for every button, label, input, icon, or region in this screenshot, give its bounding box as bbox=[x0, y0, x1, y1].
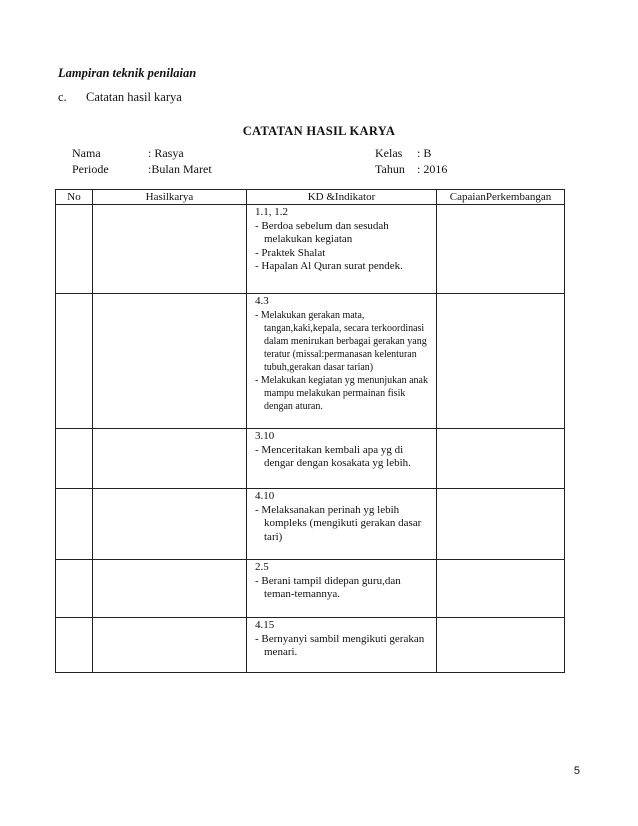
tahun-value: : 2016 bbox=[417, 162, 448, 176]
cell-kd bbox=[247, 429, 437, 489]
kd-indicator: - Menceritakan kembali apa yg di dengar dengan kosakata yg lebih. bbox=[255, 443, 411, 469]
cell-kd bbox=[247, 205, 437, 294]
cell-kd bbox=[247, 560, 437, 618]
cell-no bbox=[56, 618, 93, 673]
periode-value: :Bulan Maret bbox=[148, 162, 212, 176]
kd-indicator: - Melaksanakan perinah yg lebih kompleks (mengikuti gerakan dasar tari) bbox=[255, 503, 422, 543]
kelas-value: : B bbox=[417, 146, 432, 160]
kd-indicator: - Praktek Shalat bbox=[255, 246, 326, 259]
table-row bbox=[56, 429, 565, 489]
table-row bbox=[56, 560, 565, 618]
cell-hasil-karya bbox=[93, 489, 247, 560]
kd-indicator: - Melakukan kegiatan yg menunjukan anak mampu melakukan permainan fisik dengan aturan. bbox=[255, 374, 428, 412]
periode-label: Periode bbox=[72, 162, 109, 176]
table-header-row bbox=[56, 190, 565, 205]
table-row bbox=[56, 489, 565, 560]
cell-capaian bbox=[437, 489, 565, 560]
cell-no bbox=[56, 205, 93, 294]
cell-kd bbox=[247, 618, 437, 673]
header-capaian: CapaianPerkembangan bbox=[437, 190, 565, 205]
cell-capaian bbox=[437, 205, 565, 294]
cell-no bbox=[56, 429, 93, 489]
table-row bbox=[56, 205, 565, 294]
hasil-karya-table bbox=[55, 189, 565, 673]
kd-indicator: - Berdoa sebelum dan sesudah melakukan kegiatan bbox=[255, 219, 389, 245]
kd-code: 4.3 bbox=[255, 295, 269, 307]
cell-no bbox=[56, 294, 93, 429]
kd-indicator: - Hapalan Al Quran surat pendek. bbox=[255, 260, 403, 272]
kd-code: 4.15 bbox=[255, 619, 275, 631]
subsection-text: Catatan hasil karya bbox=[86, 90, 182, 104]
kd-indicator: - Bernyanyi sambil mengikuti gerakan menari. bbox=[255, 632, 425, 658]
kd-code: 2.5 bbox=[255, 561, 269, 573]
cell-kd bbox=[247, 489, 437, 560]
cell-capaian bbox=[437, 429, 565, 489]
header-no: No bbox=[56, 190, 93, 205]
table-row bbox=[56, 618, 565, 673]
cell-hasil-karya bbox=[93, 294, 247, 429]
cell-capaian bbox=[437, 560, 565, 618]
cell-no bbox=[56, 489, 93, 560]
nama-label: Nama bbox=[72, 146, 101, 160]
subsection-line bbox=[58, 90, 182, 105]
table-row bbox=[56, 294, 565, 429]
tahun-label: Tahun bbox=[375, 162, 405, 176]
cell-kd bbox=[247, 294, 437, 429]
kd-code: 4.10 bbox=[255, 490, 275, 502]
subsection-letter: c. bbox=[58, 90, 67, 104]
page-number: 5 bbox=[573, 765, 580, 777]
appendix-heading: Lampiran teknik penilaian bbox=[58, 66, 197, 80]
kd-indicator: - Berani tampil didepan guru,dan teman-temannya. bbox=[255, 574, 401, 600]
kd-code: 1.1, 1.2 bbox=[255, 206, 288, 218]
cell-capaian bbox=[437, 294, 565, 429]
kelas-label: Kelas bbox=[375, 146, 403, 160]
kd-indicator: - Melakukan gerakan mata, tangan,kaki,kepala, secara terkoordinasi dalam menirukan berbagai gerakan yang teratur (missal:permanasan kelenturan tubuh,gerakan dasar tarian) bbox=[255, 309, 427, 373]
nama-value: : Rasya bbox=[148, 146, 184, 160]
document-title: CATATAN HASIL KARYA bbox=[242, 124, 396, 138]
header-kd-indikator: KD &Indikator bbox=[247, 190, 437, 205]
cell-capaian bbox=[437, 618, 565, 673]
cell-hasil-karya bbox=[93, 429, 247, 489]
cell-hasil-karya bbox=[93, 618, 247, 673]
cell-hasil-karya bbox=[93, 560, 247, 618]
header-hasil-karya: Hasilkarya bbox=[93, 190, 247, 205]
cell-no bbox=[56, 560, 93, 618]
kd-code: 3.10 bbox=[255, 430, 275, 442]
cell-hasil-karya bbox=[93, 205, 247, 294]
